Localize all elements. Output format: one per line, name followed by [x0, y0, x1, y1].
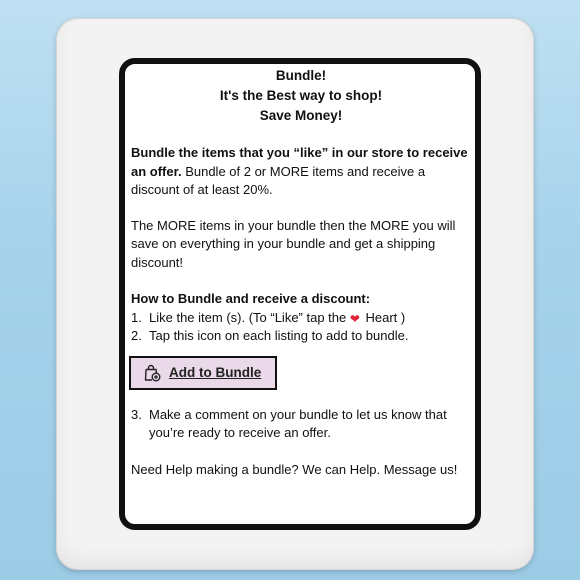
bundle-info-card	[119, 58, 481, 530]
step-item-2	[131, 327, 471, 346]
step-1-text-end: Heart )	[361, 309, 406, 325]
intro-rest-text: Bundle of 2 or MORE items and receive a discount of at least 20%.	[131, 163, 426, 197]
steps-list-continued	[131, 406, 471, 443]
title-line-1: Bundle!	[275, 68, 327, 83]
step-3-text: Make a comment on your bundle to let us know that you’re ready to receive an offer.	[149, 406, 447, 440]
step-1-text: Like the item (s). (To “Like” tap the	[149, 309, 350, 325]
step-2-text: Tap this icon on each listing to add to bundle.	[149, 328, 409, 343]
card-title	[131, 66, 471, 126]
step-item-3	[131, 406, 471, 443]
heart-icon: ❤	[349, 311, 360, 326]
how-to-heading: How to Bundle and receive a discount:	[131, 291, 371, 306]
title-line-3: Save Money!	[259, 108, 343, 123]
intro-paragraph	[131, 144, 471, 200]
add-to-bundle-label: Add to Bundle	[169, 365, 262, 380]
more-savings-paragraph: The MORE items in your bundle then the MORE you will save on everything in your bundle and get a shipping discount!	[131, 217, 456, 270]
step-item-1	[131, 309, 471, 328]
title-line-2: It's the Best way to shop!	[219, 88, 383, 103]
steps-list	[131, 309, 471, 346]
intro-bold-text: Bundle the items that you “like” in our store to receive an offer.	[131, 145, 468, 179]
step-number: 2.	[131, 328, 142, 343]
help-paragraph: Need Help making a bundle? We can Help. Message us!	[131, 461, 458, 477]
step-number: 3.	[131, 406, 142, 422]
add-to-bundle-button[interactable]	[129, 356, 277, 390]
step-number: 1.	[131, 309, 142, 325]
shopping-bag-plus-icon	[143, 364, 161, 382]
